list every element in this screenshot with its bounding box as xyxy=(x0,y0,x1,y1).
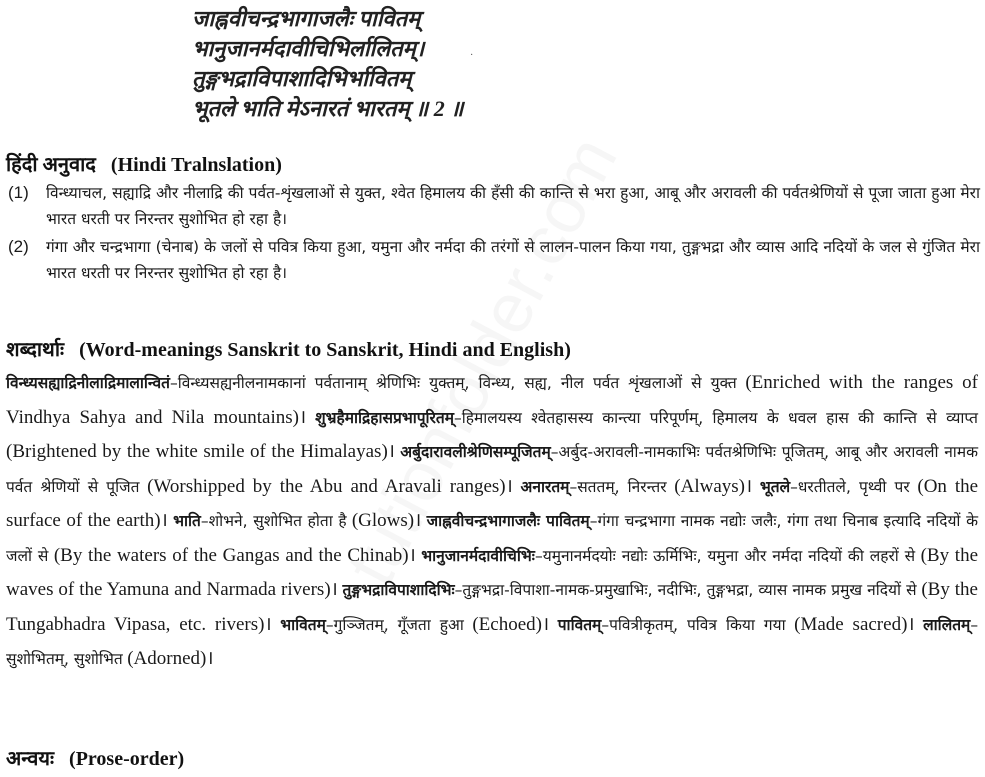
word-meanings-heading xyxy=(6,335,571,362)
term: विन्ध्यसह्याद्रिनीलाद्रिमालान्वितं xyxy=(6,374,170,392)
meaning-hindi: –हिमालयस्य श्वेतहासस्य कान्त्या परिपूर्णम्, हिमालय के धवल हास की कान्ति से व्याप्त xyxy=(454,408,978,427)
translation-paragraph xyxy=(8,180,980,232)
word-entry xyxy=(558,614,915,634)
heading-english: (Prose-order) xyxy=(69,748,185,770)
translation-paragraph xyxy=(8,234,980,286)
heading-english: (Hindi Tralnslation) xyxy=(110,154,282,176)
meaning-english: (On the surface of the earth)। xyxy=(6,475,979,531)
term: पावितम् xyxy=(557,615,602,634)
term: लालितम् xyxy=(923,615,971,634)
term: जाह्नवीचन्द्रभागाजलैः पावितम् xyxy=(426,512,590,530)
meaning-hindi: –यमुनानर्मदयोः नद्योः ऊर्मिभिः, यमुना और नर्मदा नदियों की लहरों से xyxy=(534,546,916,565)
meaning-english: (By the Tungabhadra Vipasa, etc. rivers)। xyxy=(6,579,978,635)
meaning-english: (By the waves of the Yamuna and Narmada rivers)। xyxy=(6,544,979,600)
verse-line: भूतले भाति मेऽनारतं भारतम् ॥ 2 ॥ xyxy=(192,96,464,121)
meaning-english: (Always)। xyxy=(674,475,753,497)
meaning-hindi: –शोभने, सुशोभित होता है xyxy=(200,512,347,530)
term: भानुजानर्मदावीचिभिः xyxy=(421,546,535,565)
verse-line: जाह्नवीचन्द्रभागाजलैः पावितम् xyxy=(192,6,421,31)
meaning-english: (Worshipped by the Abu and Aravali ranges)। xyxy=(147,475,513,497)
term: अर्बुदारावलीश्रेणिसम्पूजितम् xyxy=(400,443,551,461)
paragraph-text: विन्ध्याचल, सह्याद्रि और नीलाद्रि की पर्वत-शृंखलाओं से युक्त, श्वेत हिमालय की हँसी की कान्ति से भरा हुआ, आबू और अरावली की पर्वतश्रेणियों से पूजा जाता हुआ मेरा भारत धरती पर निरन्तर सुशोभित हो रहा है। xyxy=(46,184,980,228)
word-entry xyxy=(521,476,753,496)
scan-speck: · xyxy=(470,50,474,61)
paragraph-number: (2) xyxy=(8,237,29,256)
meaning-hindi: –गुञ्जितम्, गूँजता हुआ xyxy=(325,615,464,634)
paragraph-text: गंगा और चन्द्रभागा (चेनाब) के जलों से पवित्र किया हुआ, यमुना और नर्मदा की तरंगों से लालन-पालन किया गया, तुङ्गभद्रा और व्यास आदि नदियों के जल से गुंजित मेरा भारत धरती पर निरन्तर सुशोभित हो रहा है। xyxy=(46,238,980,282)
heading-hindi: हिंदी अनुवाद xyxy=(6,154,96,176)
verse-line: भानुजानर्मदावीचिभिर्लालितम्। xyxy=(192,36,425,61)
meaning-hindi: –गंगा चन्द्रभागा नामक नद्योः जलैः, गंगा तथा चिनाब इत्यादि नदियों के जलों से xyxy=(6,512,979,565)
meaning-english: (By the waters of the Gangas and the Chinab)। xyxy=(53,544,416,566)
meaning-english: (Enriched with the ranges of Vindhya Sahya and Nila mountains)। xyxy=(6,372,978,428)
meaning-english: (Echoed)। xyxy=(472,613,550,635)
term: भूतले xyxy=(759,477,791,496)
verse-line: तुङ्गभद्राविपाशादिभिर्भावितम् xyxy=(192,66,412,91)
paragraph-number: (1) xyxy=(8,183,29,202)
meaning-hindi: –तुङ्गभद्रा-विपाशा-नामक-प्रमुखाभिः, नदीभिः, तुङ्गभद्रा, व्यास नामक प्रमुख नदियों से xyxy=(454,581,917,599)
sanskrit-verse xyxy=(192,4,463,124)
meaning-english: (Glows)। xyxy=(351,510,422,531)
heading-hindi: शब्दार्थाः xyxy=(6,339,65,361)
translation-paragraphs xyxy=(8,180,980,288)
translation-heading xyxy=(6,150,282,177)
prose-order-heading xyxy=(6,744,184,771)
term: भावितम् xyxy=(280,615,326,634)
meaning-english: (Brightened by the white smile of the Himalayas)। xyxy=(6,441,395,462)
heading-english: (Word-meanings Sanskrit to Sanskrit, Hindi and English) xyxy=(79,339,571,361)
meaning-hindi: –विन्ध्यसह्यनीलनामकानां पर्वतानाम् श्रेणिभिः युक्तम्, विन्ध्य, सह्य, नील पर्वत शृंखलाओं से युक्त xyxy=(169,374,737,392)
term: अनारतम् xyxy=(520,477,570,496)
word-meanings-body xyxy=(6,366,978,677)
term: तुङ्गभद्राविपाशादिभिः xyxy=(342,581,455,599)
term: भाति xyxy=(173,512,201,530)
word-entry xyxy=(280,614,549,634)
meaning-hindi: –पवित्रीकृतम्, पवित्र किया गया xyxy=(601,615,786,634)
meaning-hindi: –सततम्, निरन्तर xyxy=(569,477,667,496)
meaning-hindi: –धरतीतले, पृथ्वी पर xyxy=(790,477,910,496)
meaning-english: (Made sacred)। xyxy=(794,613,915,635)
heading-hindi: अन्वयः xyxy=(6,748,55,770)
meaning-hindi: –अर्बुद-अरावली-नामकाभिः पर्वतश्रेणिभिः पूजितम्, आबू और अरावली नामक पर्वत श्रेणियों से पूजित xyxy=(6,443,978,496)
word-entry xyxy=(173,510,421,530)
meaning-hindi: –सुशोभितम्, सुशोभित xyxy=(6,615,979,668)
meaning-english: (Adorned)। xyxy=(127,648,214,669)
term: शुभ्रहैमाद्रिहासप्रभापूरितम् xyxy=(315,408,455,427)
